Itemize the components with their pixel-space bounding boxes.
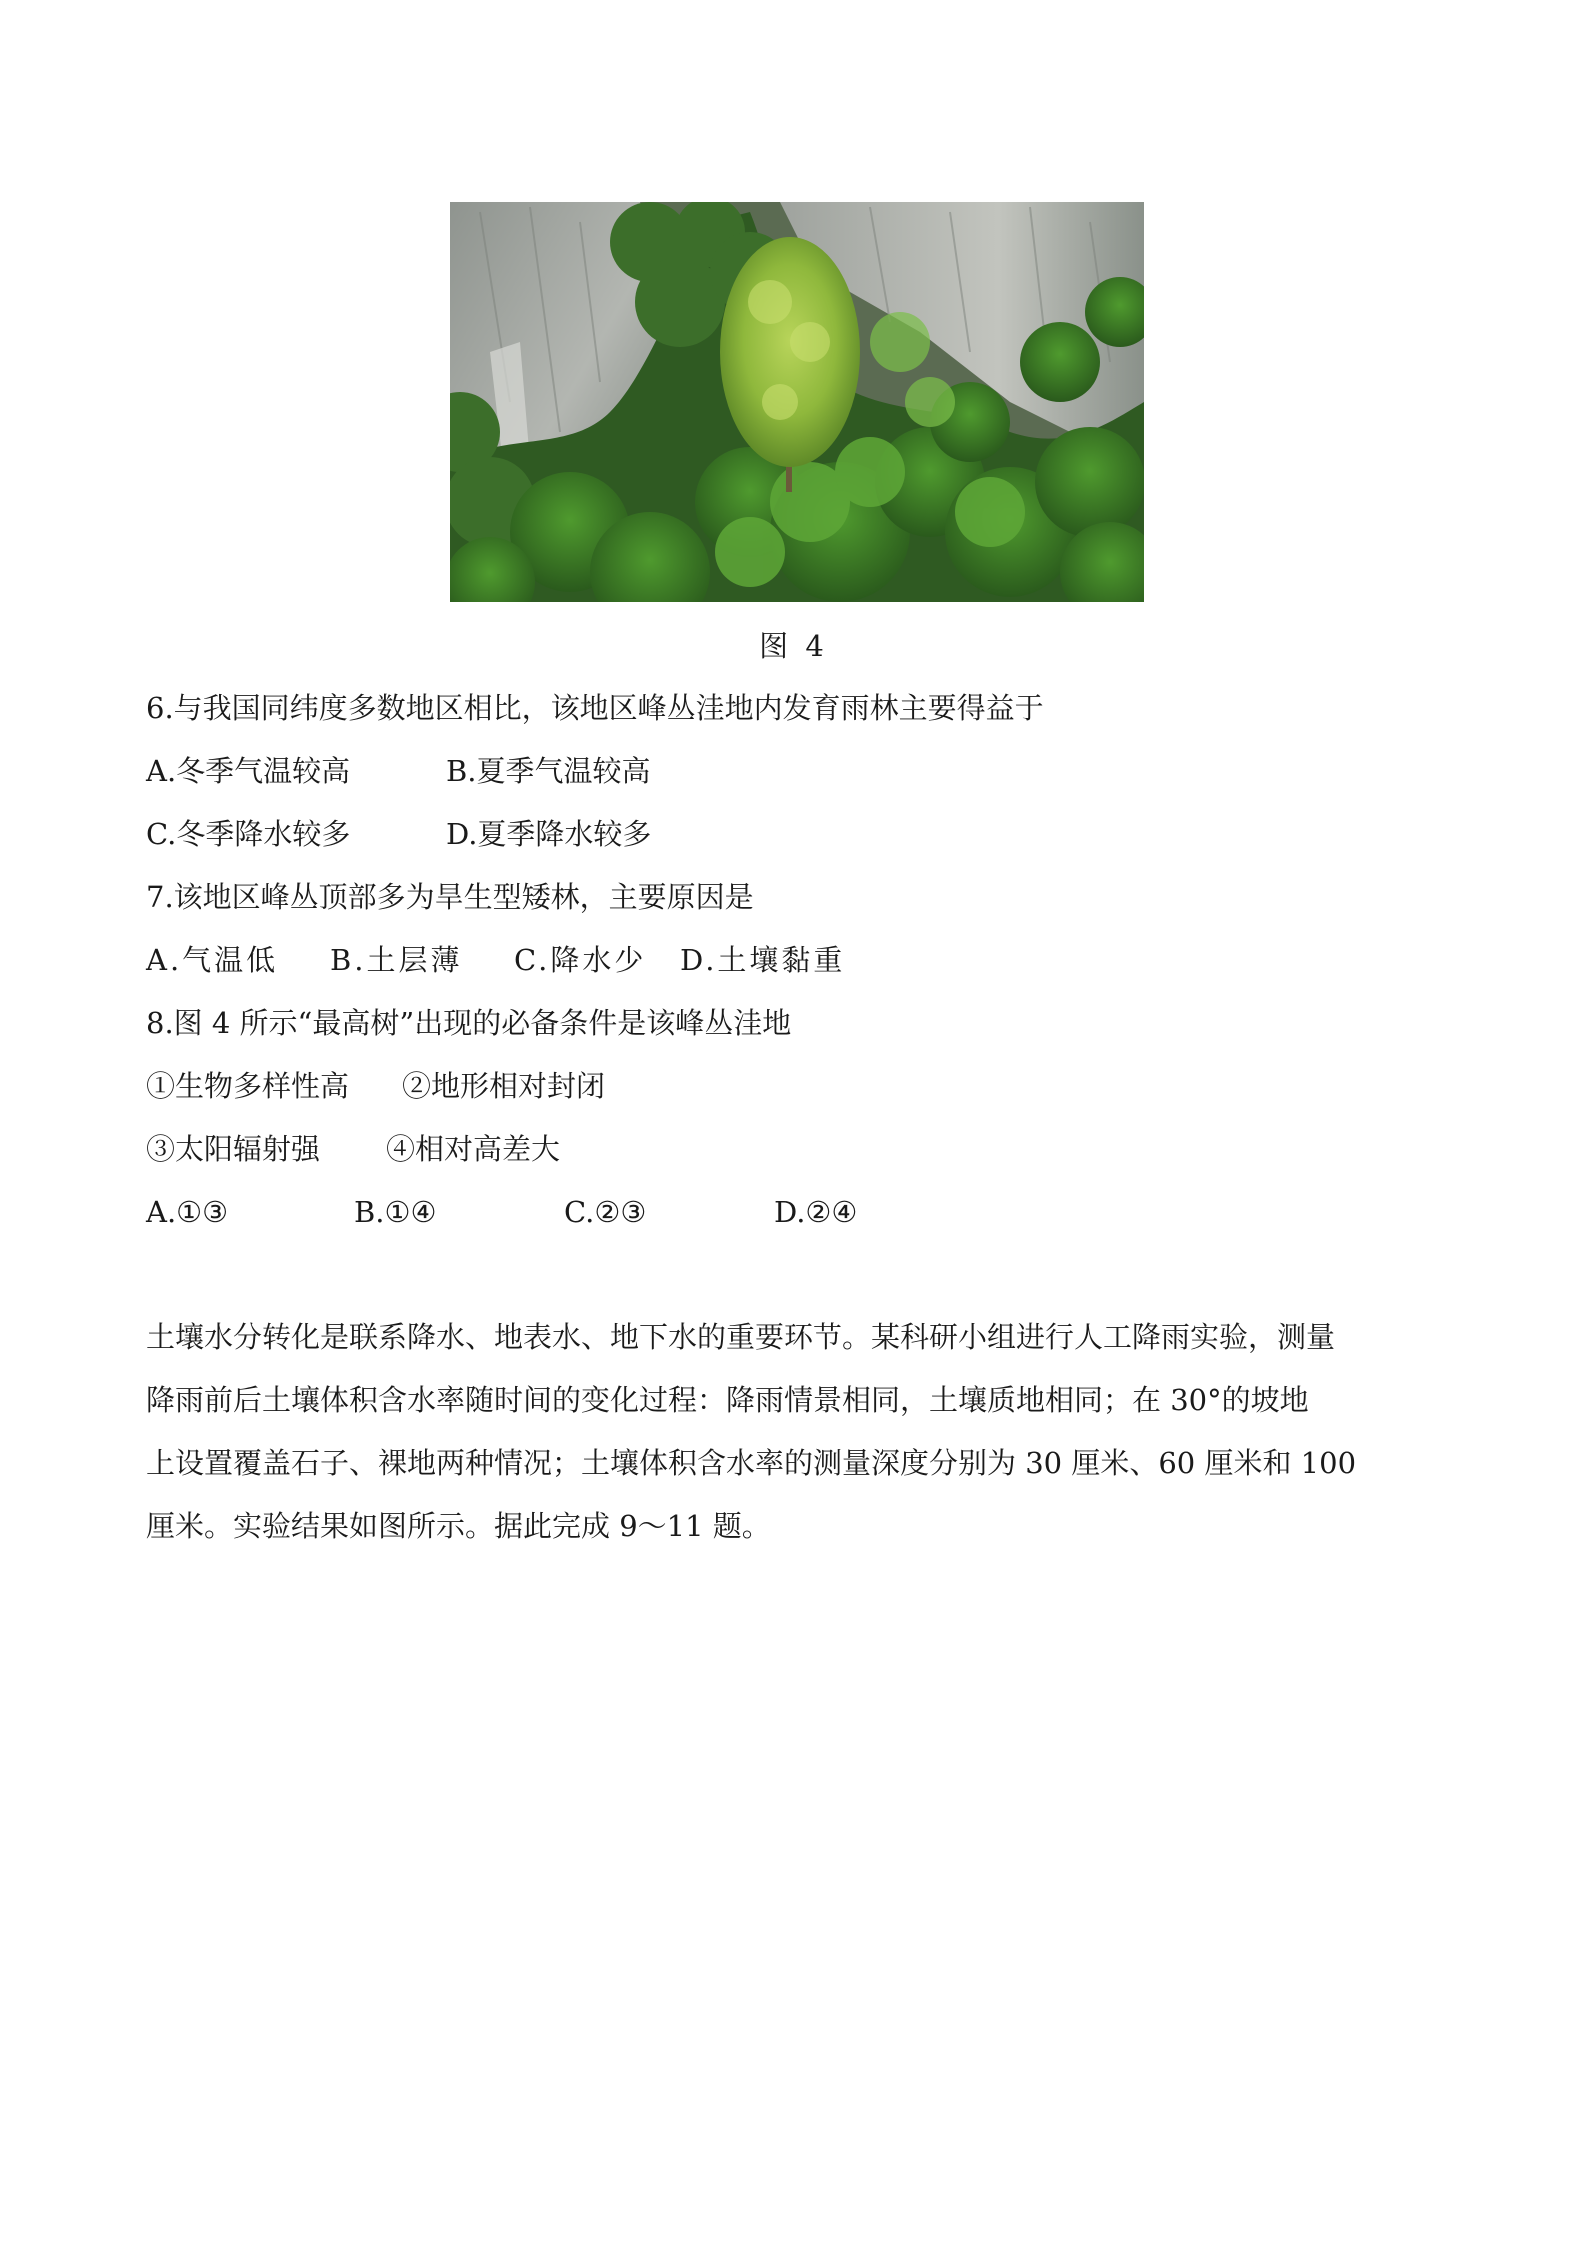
question-6-stem: 6.与我国同纬度多数地区相比，该地区峰丛洼地内发育雨林主要得益于 (146, 691, 1044, 725)
question-8-choices-row-1 (146, 1066, 605, 1106)
passage-line: 土壤水分转化是联系降水、地表水、地下水的重要环节。某科研小组进行人工降雨实验，测量 (146, 1320, 1336, 1354)
option-d: D.土壤黏重 (680, 943, 846, 977)
choice-2: ②地形相对封闭 (402, 1069, 606, 1103)
option-c: C.降水少 (514, 943, 647, 977)
question-8-options (146, 1192, 857, 1232)
karst-forest-photo (450, 202, 1144, 602)
option-a: A.①③ (146, 1195, 229, 1229)
question-6-options-row-1 (146, 751, 651, 791)
passage-line: 厘米。实验结果如图所示。据此完成 9～11 题。 (146, 1509, 771, 1543)
question-7-options (146, 940, 845, 980)
option-c: C.②③ (564, 1195, 647, 1229)
figure-caption: 图 4 (759, 629, 828, 663)
question-8-stem: 8.图 4 所示“最高树”出现的必备条件是该峰丛洼地 (146, 1006, 792, 1040)
choice-3: ③太阳辐射强 (146, 1132, 321, 1166)
option-a: A.冬季气温较高 (146, 754, 351, 788)
passage-line: 上设置覆盖石子、裸地两种情况；土壤体积含水率的测量深度分别为 30 厘米、60 厘米和 100 (146, 1446, 1357, 1480)
choice-4: ④相对高差大 (386, 1132, 561, 1166)
passage-line: 降雨前后土壤体积含水率随时间的变化过程：降雨情景相同，土壤质地相同；在 30°的坡地 (146, 1383, 1309, 1417)
option-d: D.夏季降水较多 (446, 817, 652, 851)
option-d: D.②④ (774, 1195, 858, 1229)
option-c: C.冬季降水较多 (146, 817, 351, 851)
choice-1: ①生物多样性高 (146, 1069, 350, 1103)
option-a: A.气温低 (146, 943, 279, 977)
option-b: B.土层薄 (330, 943, 463, 977)
question-7-stem: 7.该地区峰丛顶部多为旱生型矮林，主要原因是 (146, 880, 754, 914)
option-b: B.①④ (354, 1195, 437, 1229)
passage (146, 1306, 1456, 1558)
question-8-choices-row-2 (146, 1129, 560, 1169)
question-6-options-row-2 (146, 814, 651, 854)
option-b: B.夏季气温较高 (446, 754, 651, 788)
